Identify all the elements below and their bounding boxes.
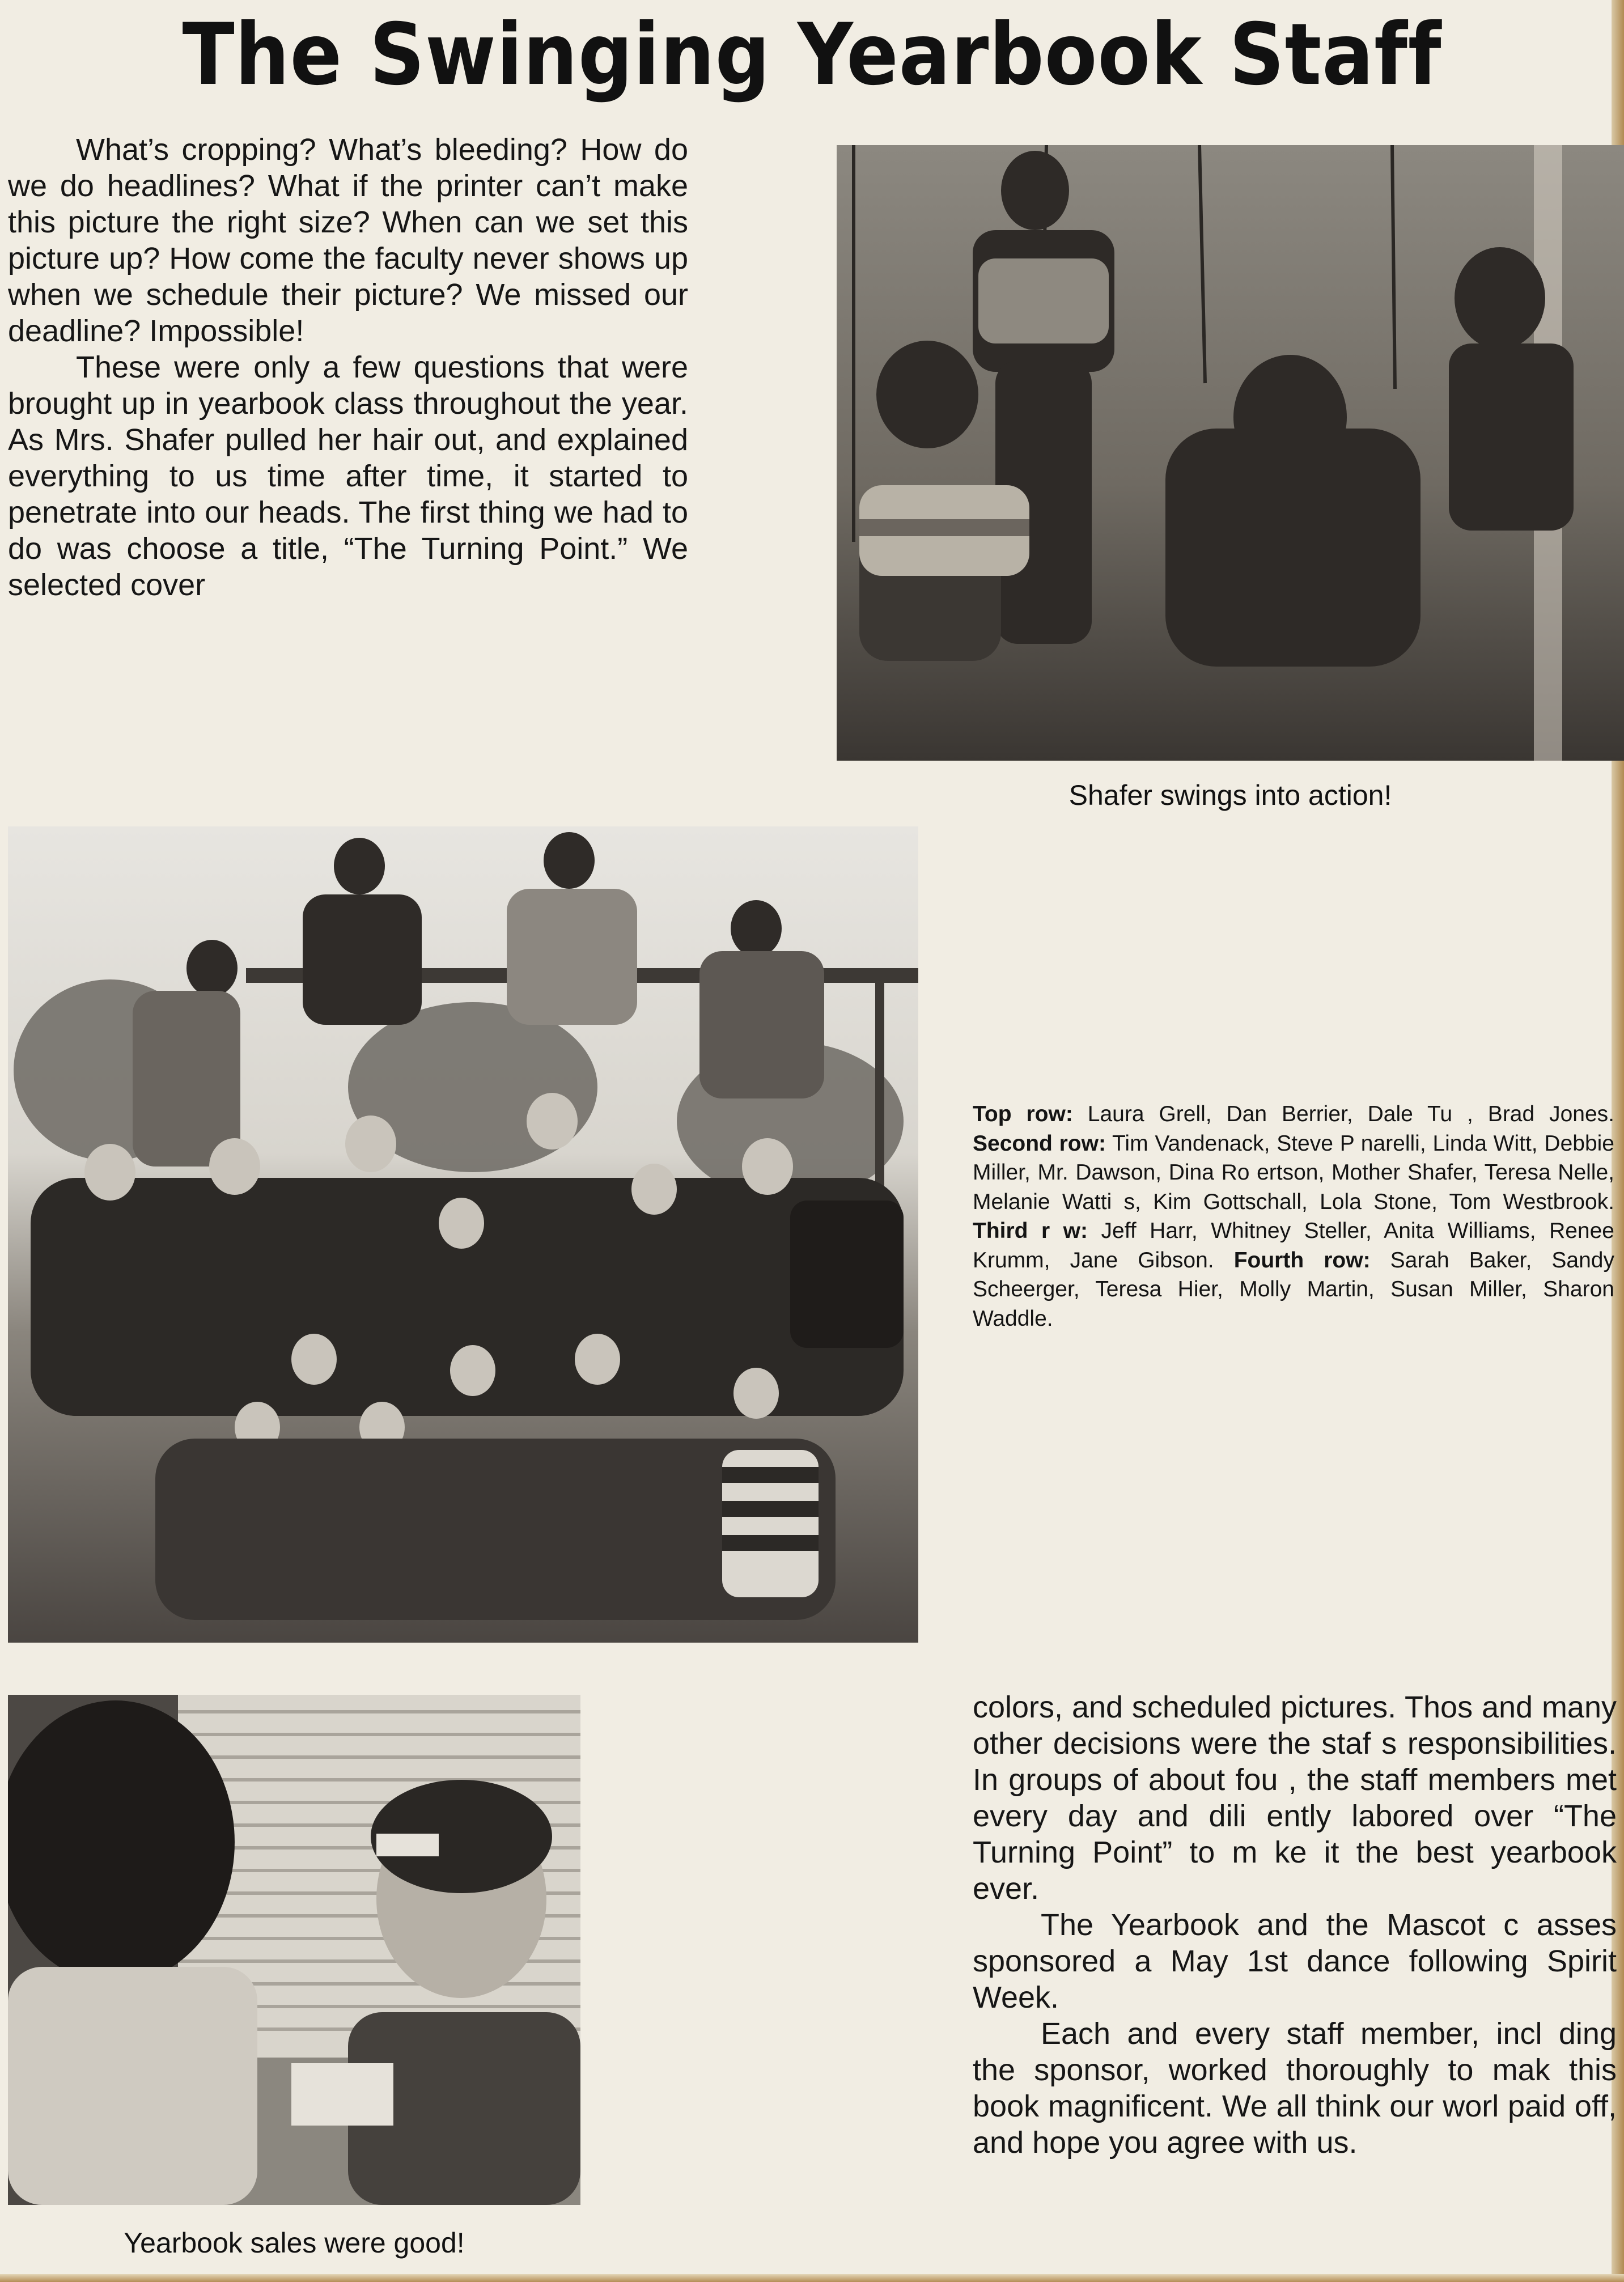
page-edge-bottom <box>0 2274 1624 2282</box>
roster-fourth-names: Sarah Baker, Sandy Scheerger, Teresa Hier, Molly Martin, Susan Miller, Sharon Waddle. <box>973 1248 1614 1331</box>
roster-fourth-label: Fourth row: <box>1233 1248 1371 1273</box>
page-title: The Swinging Yearbook Staff <box>182 6 1442 104</box>
roster-top-names: Laura Grell, Dan Berrier, Dale Tu , Brad Jones. <box>1087 1102 1615 1126</box>
roster-second-names: Tim Vandenack, Steve P narelli, Linda Witt, Debbie Miller, Mr. Dawson, Dina Ro ertson, Mother Shafer, Teresa Nelle, Melanie Watti s, Kim Gottschall, Lola Stone, Tom Westbrook. <box>973 1131 1614 1214</box>
roster-second-label: Second row: <box>973 1131 1106 1156</box>
outro-text <box>973 1689 1617 2161</box>
roster-third-names: Jeff Harr, Whitney Steller, Anita Williams, Renee Krumm, Jane Gibson. <box>973 1219 1614 1273</box>
intro-paragraph-1: What’s cropping? What’s bleeding? How do we do headlines? What if the printer can’t make this picture the right size? When can we set this picture up? How come the faculty never shows up when we schedule their picture? We missed our deadline? Impossible! <box>8 133 688 348</box>
intro-paragraph-2: These were only a few questions that were brought up in yearbook class throughout the year. As Mrs. Shafer pulled her hair out, and explained everything to us time after time, it started to penetrate into our heads. The first thing we had to do was choose a title, “The Turning Point.” We selected cover <box>8 350 688 602</box>
roster-top-label: Top row: <box>973 1102 1073 1126</box>
group-photo-roster <box>973 1100 1614 1333</box>
group-photo <box>8 826 918 1643</box>
sales-photo-caption: Yearbook sales were good! <box>124 2227 465 2259</box>
roster-third-label: Third r w: <box>973 1219 1088 1243</box>
outro-paragraph-1: colors, and scheduled pictures. Thos and many other decisions were the staf s responsibilities. In groups of about fou , the staff members met every day and dili ently labored over “The Turning Point” to m ke it the best yearbook ever. <box>973 1690 1617 1906</box>
intro-text <box>8 132 688 603</box>
outro-paragraph-2: The Yearbook and the Mascot c asses sponsored a May 1st dance following Spirit Week. <box>973 1908 1617 2014</box>
sales-photo <box>8 1695 580 2205</box>
swing-photo <box>837 145 1624 761</box>
outro-paragraph-3: Each and every staff member, incl ding the sponsor, worked thoroughly to mak this book magnificent. We all think our worl paid off, and hope you agree with us. <box>973 2017 1617 2160</box>
swing-photo-caption: Shafer swings into action! <box>1068 779 1392 811</box>
